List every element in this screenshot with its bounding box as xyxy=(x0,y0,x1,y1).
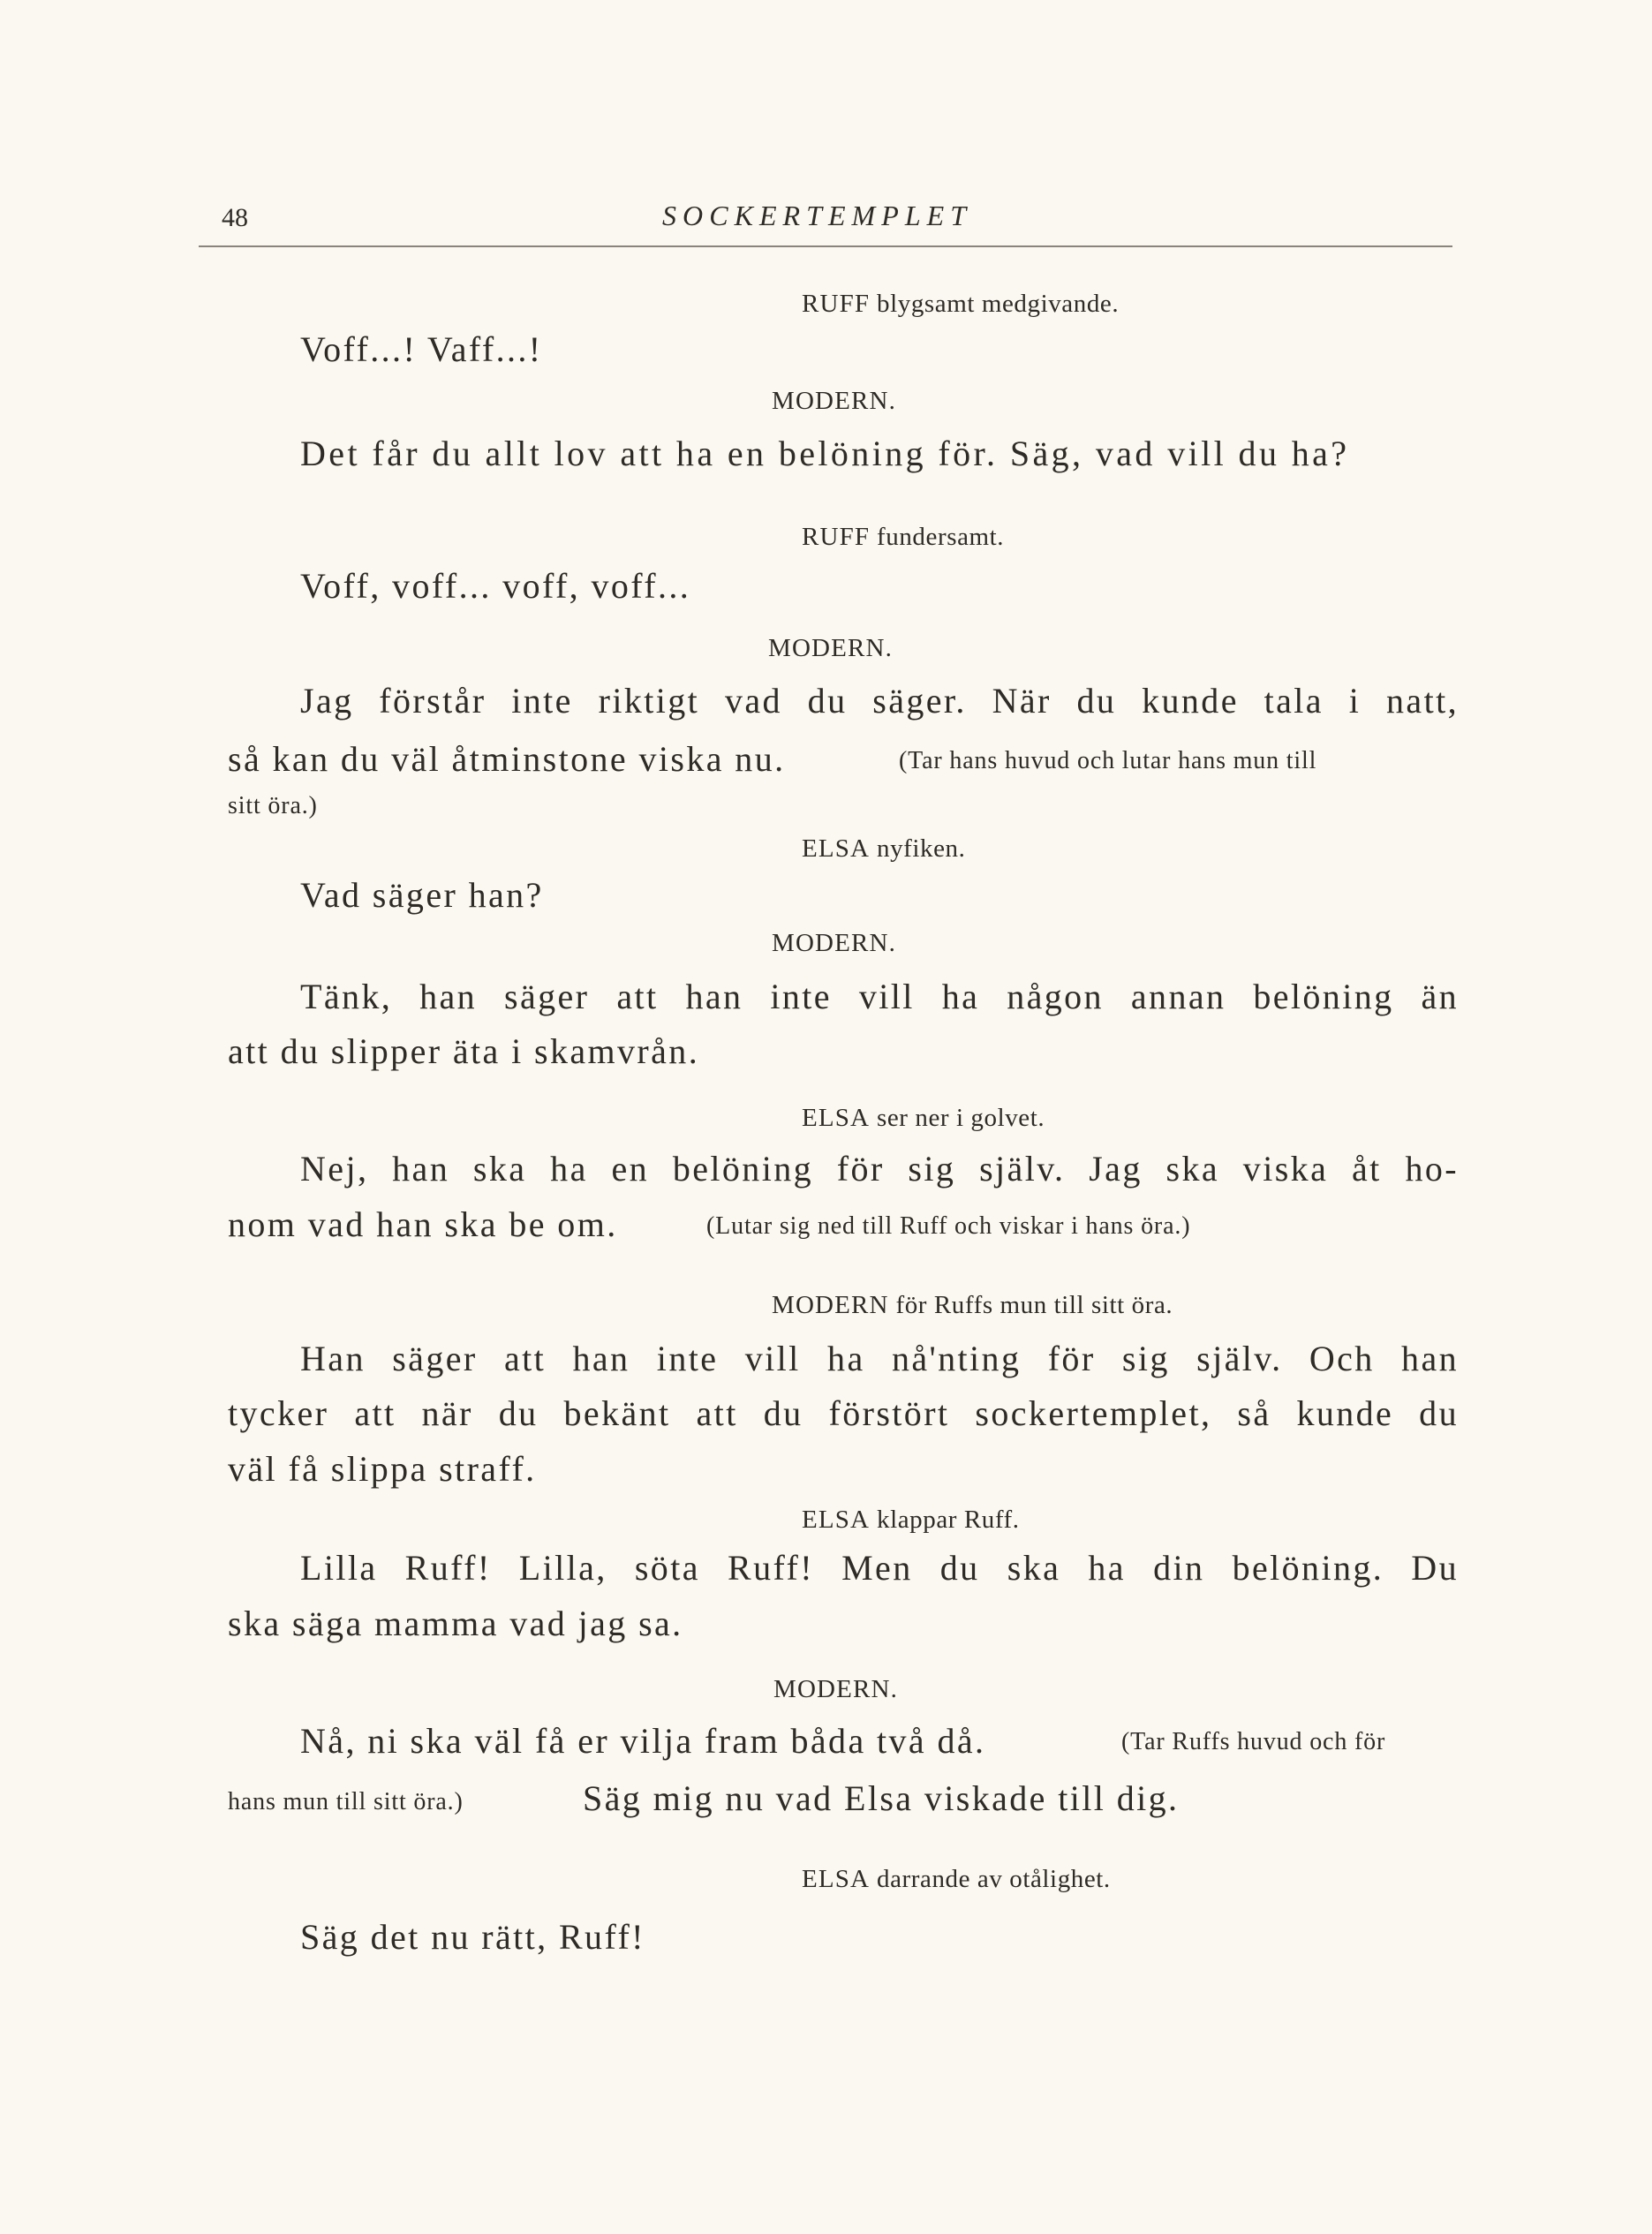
dialogue-line: Det får du allt lov att ha en belöning för. Säg, vad vill du ha? xyxy=(300,434,1350,473)
direction-text: blygsamt medgivande. xyxy=(877,290,1120,318)
speaker-name: MODERN. xyxy=(768,634,894,662)
dialogue-line: tycker att när du bekänt att du förstört sockertemplet, så kunde du xyxy=(228,1393,1459,1433)
stage-direction xyxy=(772,1291,1173,1320)
direction-text: klappar Ruff. xyxy=(876,1506,1020,1534)
dialogue-line: Han säger att han inte vill ha nå'nting för sig själv. Och han xyxy=(300,1339,1459,1378)
dialogue-line: väl få slippa straff. xyxy=(228,1449,537,1489)
speaker-name: ELSA xyxy=(802,834,871,863)
inline-stage-direction: sitt öra.) xyxy=(228,792,318,819)
dialogue-line: Säg det nu rätt, Ruff! xyxy=(300,1917,645,1957)
dialogue-line: Vad säger han? xyxy=(300,875,544,915)
direction-text: fundersamt. xyxy=(877,523,1005,551)
page-header xyxy=(199,192,1452,247)
stage-direction xyxy=(802,1506,1020,1535)
dialogue-line: att du slipper äta i skamvrån. xyxy=(228,1031,700,1071)
dialogue-line: så kan du väl åtminstone viska nu. xyxy=(228,739,786,779)
inline-stage-direction: (Tar Ruffs huvud och för xyxy=(1121,1728,1386,1755)
inline-stage-direction: (Tar hans huvud och lutar hans mun till xyxy=(899,747,1317,774)
dialogue-line: Jag förstår inte riktigt vad du säger. När du kunde tala i natt, xyxy=(300,681,1459,721)
stage-direction xyxy=(802,1865,1111,1894)
speaker-name: RUFF xyxy=(802,523,871,551)
direction-text: för Ruffs mun till sitt öra. xyxy=(895,1291,1173,1319)
speaker-name: ELSA xyxy=(802,1506,871,1534)
stage-direction xyxy=(802,523,1004,552)
speaker-name: MODERN xyxy=(772,1291,889,1319)
dialogue-line: Lilla Ruff! Lilla, söta Ruff! Men du ska ha din belöning. Du xyxy=(300,1548,1459,1588)
speaker-name: MODERN. xyxy=(773,1675,899,1703)
direction-text: darrande av otålighet. xyxy=(876,1865,1111,1893)
direction-text: nyfiken. xyxy=(876,834,966,863)
speaker-name: MODERN. xyxy=(772,929,897,957)
stage-direction xyxy=(773,1675,898,1704)
dialogue-line: Tänk, han säger att han inte vill ha någon annan belöning än xyxy=(300,977,1459,1016)
speaker-name: ELSA xyxy=(802,1104,871,1132)
dialogue-line: Säg mig nu vad Elsa viskade till dig. xyxy=(583,1778,1180,1818)
dialogue-line: nom vad han ska be om. xyxy=(228,1204,618,1244)
stage-direction xyxy=(772,387,896,416)
dialogue-line: ska säga mamma vad jag sa. xyxy=(228,1604,683,1643)
stage-direction xyxy=(768,634,893,663)
stage-direction xyxy=(772,929,896,958)
inline-stage-direction: (Lutar sig ned till Ruff och viskar i hans öra.) xyxy=(706,1212,1191,1240)
dialogue-line: Voff...! Vaff...! xyxy=(300,329,543,369)
running-title: SOCKERTEMPLET xyxy=(662,200,973,231)
dialogue-line: Nej, han ska ha en belöning för sig själv. Jag ska viska åt ho- xyxy=(300,1149,1459,1189)
dialogue-line: Voff, voff... voff, voff... xyxy=(300,566,691,606)
direction-text: ser ner i golvet. xyxy=(876,1104,1045,1132)
stage-direction xyxy=(802,834,965,864)
stage-direction xyxy=(802,1104,1045,1133)
speaker-name: ELSA xyxy=(802,1865,871,1893)
speaker-name: RUFF xyxy=(802,290,871,318)
inline-stage-direction: hans mun till sitt öra.) xyxy=(228,1788,464,1815)
speaker-name: MODERN. xyxy=(772,387,897,415)
dialogue-line: Nå, ni ska väl få er vilja fram båda två då. xyxy=(300,1721,986,1761)
stage-direction xyxy=(802,290,1119,319)
page-number: 48 xyxy=(222,203,248,232)
